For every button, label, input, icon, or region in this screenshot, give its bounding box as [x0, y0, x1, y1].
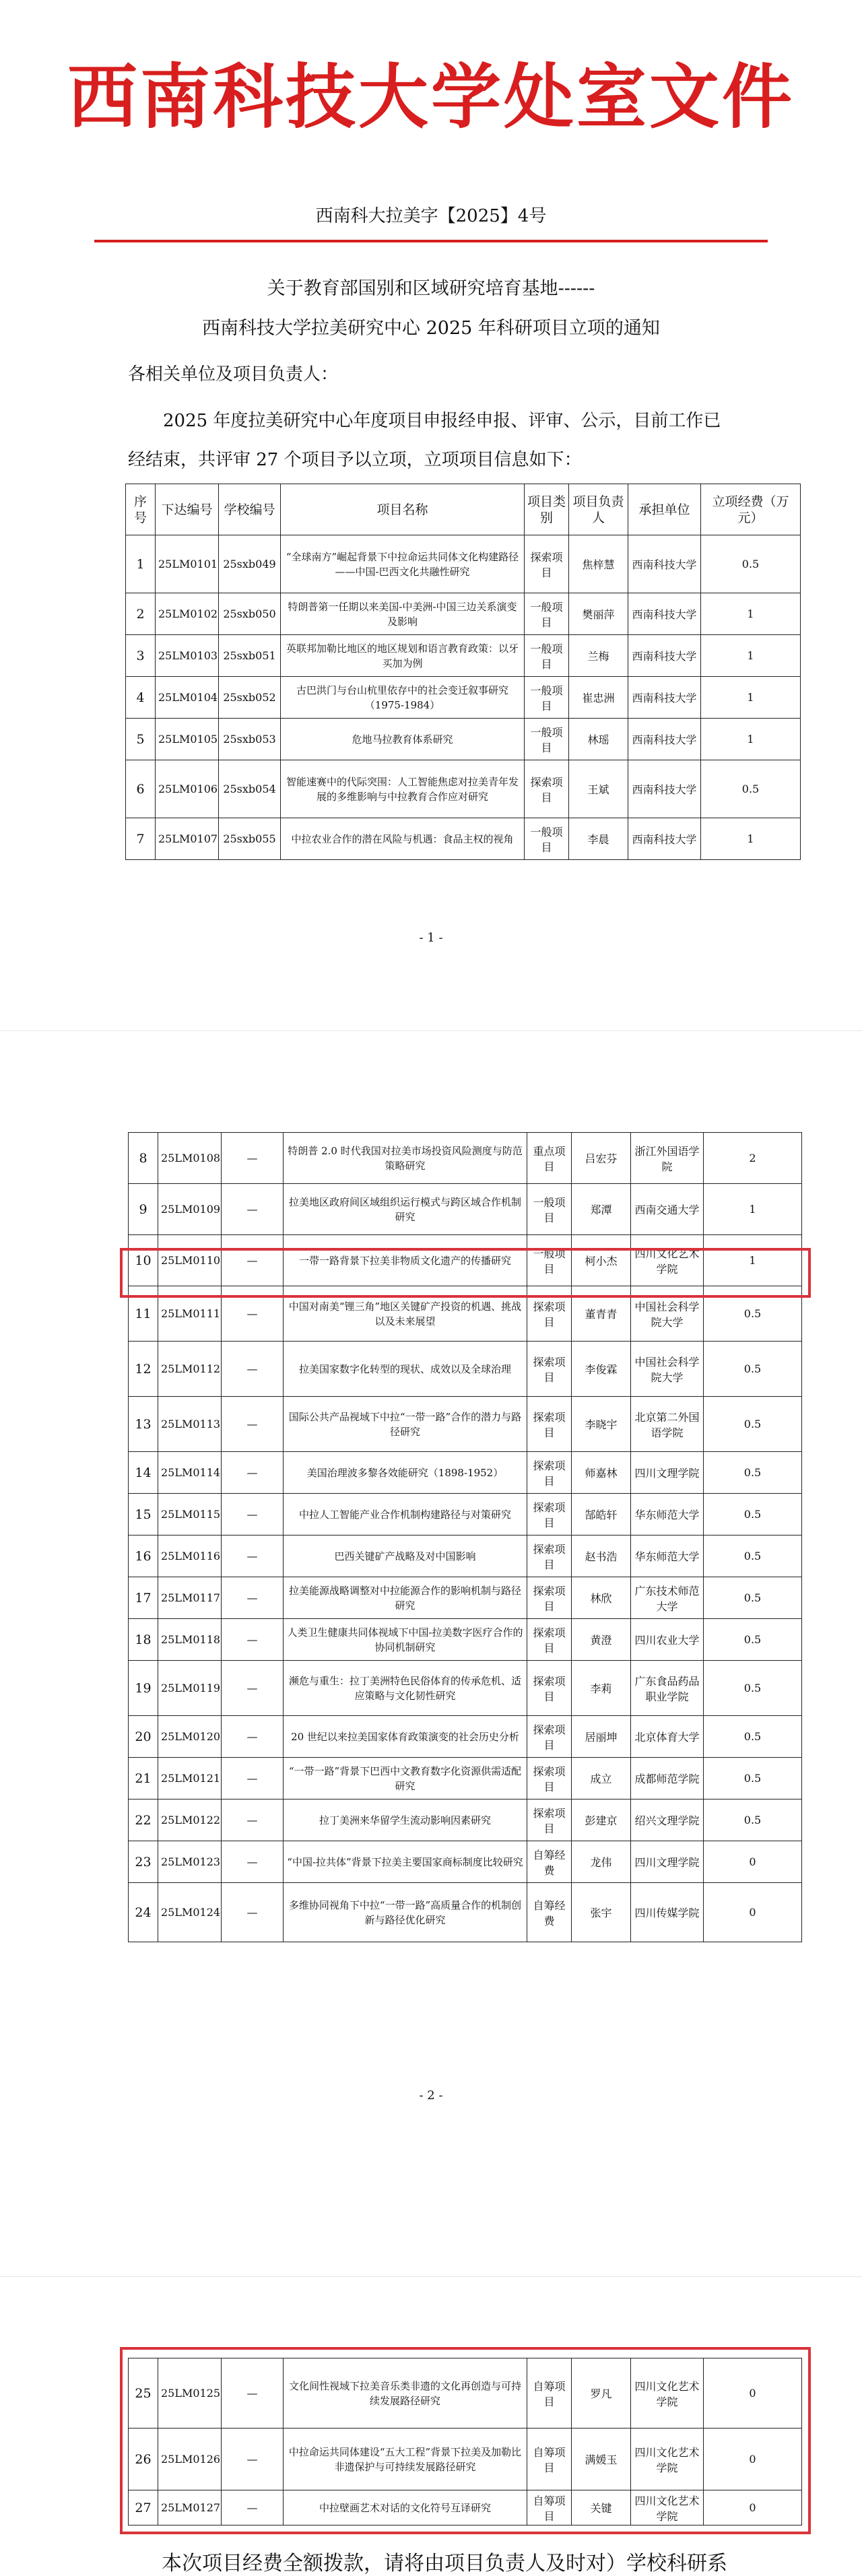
cell-type: 探索项目	[527, 1577, 572, 1619]
cell-type: 探索项目	[527, 1758, 572, 1799]
document-masthead: 西南科技大学处室文件	[67, 56, 795, 138]
cell-no: 2	[126, 593, 156, 635]
cell-type: 一般项目	[525, 677, 569, 719]
cell-no: 19	[129, 1661, 158, 1716]
cell-school: —	[222, 1397, 284, 1452]
cell-code: 25LM0119	[158, 1661, 222, 1716]
cell-leader: 师嘉林	[572, 1452, 631, 1494]
continuation-text: 本次项目经费全额拨款，请将由项目负责人及时对）学校科研系	[162, 2552, 727, 2575]
table-row	[129, 1342, 802, 1397]
cell-school: 25sxb050	[219, 593, 281, 635]
table-row	[129, 1661, 802, 1716]
cell-fund: 1	[701, 719, 801, 760]
cell-fund: 0.5	[704, 1535, 802, 1577]
cell-fund: 1	[701, 593, 801, 635]
cell-name: 人类卫生健康共同体视域下中国-拉美数字医疗合作的协同机制研究	[284, 1619, 527, 1661]
cell-code: 25LM0113	[158, 1397, 222, 1452]
cell-no: 3	[126, 635, 156, 677]
cell-leader: 居丽坤	[572, 1716, 631, 1758]
table-row	[129, 1577, 802, 1619]
cell-fund: 1	[704, 1184, 802, 1235]
cell-unit: 四川文化艺术学院	[631, 2429, 704, 2490]
cell-name: 拉美地区政府间区域组织运行模式与跨区域合作机制研究	[284, 1184, 527, 1235]
cell-code: 25LM0108	[158, 1133, 222, 1184]
cell-code: 25LM0123	[158, 1841, 222, 1883]
cell-school: 25sxb055	[219, 818, 281, 860]
cell-type: 探索项目	[527, 1452, 572, 1494]
cell-school: 25sxb049	[219, 535, 281, 593]
cell-name: 中拉农业合作的潜在风险与机遇：食品主权的视角	[281, 818, 525, 860]
cell-leader: 焦梓慧	[569, 535, 628, 593]
cell-code: 25LM0105	[156, 719, 219, 760]
table-body	[126, 535, 801, 860]
cell-name: “中国-拉共体”背景下拉美主要国家商标制度比较研究	[284, 1841, 527, 1883]
table-header-row	[126, 484, 801, 535]
cell-leader: 吕宏芬	[572, 1133, 631, 1184]
cell-leader: 彭建京	[572, 1799, 631, 1841]
cell-unit: 四川文化艺术学院	[631, 2490, 704, 2525]
header-cell: 学校编号	[219, 484, 281, 535]
cell-code: 25LM0109	[158, 1184, 222, 1235]
cell-code: 25LM0126	[158, 2429, 222, 2490]
cell-fund: 0.5	[704, 1716, 802, 1758]
cell-type: 一般项目	[525, 719, 569, 760]
cell-no: 17	[129, 1577, 158, 1619]
table-row	[126, 677, 801, 719]
cell-unit: 中国社会科学院大学	[631, 1286, 704, 1342]
cell-code: 25LM0122	[158, 1799, 222, 1841]
table-row	[129, 2358, 802, 2429]
cell-unit: 广东技术师范大学	[631, 1577, 704, 1619]
cell-school: 25sxb051	[219, 635, 281, 677]
cell-school: 25sxb054	[219, 760, 281, 818]
cell-code: 25LM0114	[158, 1452, 222, 1494]
cell-leader: 成立	[572, 1758, 631, 1799]
cell-school: 25sxb053	[219, 719, 281, 760]
cell-name: 文化间性视域下拉美音乐类非遗的文化再创造与可持续发展路径研究	[284, 2358, 527, 2429]
cell-school: —	[222, 1883, 284, 1942]
cell-unit: 华东师范大学	[631, 1535, 704, 1577]
header-cell: 项目类别	[525, 484, 569, 535]
cell-no: 13	[129, 1397, 158, 1452]
table-row	[129, 1184, 802, 1235]
cell-code: 25LM0111	[158, 1286, 222, 1342]
cell-type: 自筹经费	[527, 1841, 572, 1883]
cell-no: 23	[129, 1841, 158, 1883]
table-row	[126, 818, 801, 860]
cell-code: 25LM0104	[156, 677, 219, 719]
cell-type: 自筹项目	[527, 2490, 572, 2525]
cell-fund: 0.5	[704, 1758, 802, 1799]
cell-name: 中拉人工智能产业合作机制构建路径与对策研究	[284, 1494, 527, 1535]
cell-leader: 郑潭	[572, 1184, 631, 1235]
table-row	[129, 2490, 802, 2525]
cell-school: —	[222, 1841, 284, 1883]
cell-name: 英联邦加勒比地区的地区规划和语言教育政策：以牙买加为例	[281, 635, 525, 677]
cell-school: —	[222, 1494, 284, 1535]
cell-leader: 李莉	[572, 1661, 631, 1716]
cell-code: 25LM0121	[158, 1758, 222, 1799]
cell-fund: 0	[704, 2429, 802, 2490]
table-row	[126, 635, 801, 677]
cell-unit: 四川传媒学院	[631, 1883, 704, 1942]
cell-name: 多维协同视角下中拉“一带一路”高质量合作的机制创新与路径优化研究	[284, 1883, 527, 1942]
cell-leader: 黄澄	[572, 1619, 631, 1661]
cell-name: 一带一路背景下拉美非物质文化遗产的传播研究	[284, 1235, 527, 1286]
cell-fund: 0.5	[701, 760, 801, 818]
cell-unit: 西南科技大学	[628, 593, 701, 635]
cell-unit: 四川文理学院	[631, 1452, 704, 1494]
cell-unit: 四川农业大学	[631, 1619, 704, 1661]
table-row	[129, 2429, 802, 2490]
cell-type: 探索项目	[525, 760, 569, 818]
cell-school: —	[222, 1577, 284, 1619]
table-row	[129, 1716, 802, 1758]
cell-name: 国际公共产品视域下中拉“一带一路”合作的潜力与路径研究	[284, 1397, 527, 1452]
highlight-box-row-10	[120, 1248, 811, 1298]
cell-unit: 西南科技大学	[628, 760, 701, 818]
addressee: 各相关单位及项目负责人：	[128, 364, 339, 385]
cell-school: 25sxb052	[219, 677, 281, 719]
cell-no: 26	[129, 2429, 158, 2490]
table-row	[129, 1452, 802, 1494]
cell-code: 25LM0125	[158, 2358, 222, 2429]
cell-no: 20	[129, 1716, 158, 1758]
cell-fund: 0.5	[704, 1397, 802, 1452]
cell-type: 探索项目	[527, 1799, 572, 1841]
cell-school: —	[222, 1619, 284, 1661]
cell-name: 20 世纪以来拉美国家体育政策演变的社会历史分析	[284, 1716, 527, 1758]
page-number: - 2 -	[419, 2088, 443, 2103]
table-row	[129, 1133, 802, 1184]
cell-fund: 0	[704, 2358, 802, 2429]
cell-name: 智能速赛中的代际突围：人工智能焦虑对拉美青年发展的多维影响与中拉教育合作应对研究	[281, 760, 525, 818]
cell-no: 4	[126, 677, 156, 719]
cell-name: 濒危与重生：拉丁美洲特色民俗体育的传承危机、适应策略与文化韧性研究	[284, 1661, 527, 1716]
cell-fund: 0.5	[704, 1619, 802, 1661]
cell-unit: 西南科技大学	[628, 677, 701, 719]
cell-fund: 1	[701, 635, 801, 677]
cell-fund: 2	[704, 1133, 802, 1184]
cell-fund: 0.5	[704, 1799, 802, 1841]
document-number: 西南科大拉美字【2025】4号	[315, 206, 547, 226]
cell-code: 25LM0116	[158, 1535, 222, 1577]
cell-leader: 兰梅	[569, 635, 628, 677]
table-row	[129, 1883, 802, 1942]
cell-type: 一般项目	[525, 593, 569, 635]
cell-code: 25LM0102	[156, 593, 219, 635]
cell-fund: 0	[704, 2490, 802, 2525]
cell-type: 一般项目	[525, 818, 569, 860]
cell-unit: 四川文化艺术学院	[631, 1235, 704, 1286]
header-cell: 立项经费（万元）	[701, 484, 801, 535]
table-row	[129, 1841, 802, 1883]
cell-type: 一般项目	[525, 635, 569, 677]
cell-name: 拉美国家数字化转型的现状、成效以及全球治理	[284, 1342, 527, 1397]
cell-leader: 董青青	[572, 1286, 631, 1342]
cell-fund: 0.5	[704, 1494, 802, 1535]
cell-leader: 樊丽萍	[569, 593, 628, 635]
cell-no: 7	[126, 818, 156, 860]
cell-type: 探索项目	[527, 1619, 572, 1661]
cell-leader: 李俊霖	[572, 1342, 631, 1397]
cell-no: 1	[126, 535, 156, 593]
cell-no: 22	[129, 1799, 158, 1841]
table-row	[129, 1799, 802, 1841]
cell-fund: 0.5	[704, 1661, 802, 1716]
cell-name: 特朗普 2.0 时代我国对拉美市场投资风险测度与防范策略研究	[284, 1133, 527, 1184]
cell-name: 巴西关键矿产战略及对中国影响	[284, 1535, 527, 1577]
cell-code: 25LM0103	[156, 635, 219, 677]
cell-fund: 0.5	[704, 1286, 802, 1342]
cell-school: —	[222, 1133, 284, 1184]
cell-leader: 赵书浩	[572, 1535, 631, 1577]
cell-school: —	[222, 1716, 284, 1758]
table-row	[129, 1619, 802, 1661]
notice-title-line-2: 西南科技大学拉美研究中心 2025 年科研项目立项的通知	[202, 318, 660, 339]
document-page-1	[0, 0, 862, 997]
cell-fund: 0.5	[704, 1577, 802, 1619]
cell-name: 中拉命运共同体建设“五大工程”背景下拉美及加勒比非遗保护与可持续发展路径研究	[284, 2429, 527, 2490]
cell-leader: 张宇	[572, 1883, 631, 1942]
cell-no: 5	[126, 719, 156, 760]
cell-unit: 四川文理学院	[631, 1841, 704, 1883]
cell-no: 12	[129, 1342, 158, 1397]
cell-code: 25LM0106	[156, 760, 219, 818]
cell-fund: 0	[704, 1841, 802, 1883]
intro-paragraph: 2025 年度拉美研究中心年度项目申报经申报、评审、公示，目前工作已经结束，共评审 27 个项目予以立项，立项项目信息如下：	[128, 411, 721, 470]
cell-name: 美国治理波多黎各效能研究（1898-1952）	[284, 1452, 527, 1494]
cell-type: 探索项目	[527, 1286, 572, 1342]
cell-school: —	[222, 1184, 284, 1235]
table-body	[129, 2358, 802, 2525]
cell-no: 21	[129, 1758, 158, 1799]
cell-name: 危地马拉教育体系研究	[281, 719, 525, 760]
cell-type: 探索项目	[525, 535, 569, 593]
table-row	[129, 1535, 802, 1577]
cell-school: —	[222, 1799, 284, 1841]
cell-no: 27	[129, 2490, 158, 2525]
cell-leader: 林欣	[572, 1577, 631, 1619]
cell-school: —	[222, 1535, 284, 1577]
cell-code: 25LM0115	[158, 1494, 222, 1535]
cell-no: 14	[129, 1452, 158, 1494]
cell-code: 25LM0124	[158, 1883, 222, 1942]
cell-school: —	[222, 1342, 284, 1397]
cell-fund: 0.5	[704, 1342, 802, 1397]
header-cell: 项目名称	[281, 484, 525, 535]
cell-type: 一般项目	[527, 1184, 572, 1235]
project-table-page-1	[125, 484, 801, 860]
header-cell: 下达编号	[156, 484, 219, 535]
cell-fund: 1	[701, 677, 801, 719]
cell-unit: 华东师范大学	[631, 1494, 704, 1535]
cell-leader: 王斌	[569, 760, 628, 818]
cell-school: —	[222, 1235, 284, 1286]
cell-no: 24	[129, 1883, 158, 1942]
cell-code: 25LM0118	[158, 1619, 222, 1661]
red-divider-line	[94, 240, 768, 242]
cell-code: 25LM0112	[158, 1342, 222, 1397]
header-cell: 项目负责人	[569, 484, 628, 535]
cell-fund: 0.5	[701, 535, 801, 593]
cell-unit: 西南科技大学	[628, 635, 701, 677]
cell-fund: 0	[704, 1883, 802, 1942]
cell-name: 特朗普第一任期以来美国-中美洲-中国三边关系演变及影响	[281, 593, 525, 635]
cell-unit: 中国社会科学院大学	[631, 1342, 704, 1397]
cell-leader: 柯小杰	[572, 1235, 631, 1286]
cell-name: “一带一路”背景下巴西中文教育数字化资源供需适配研究	[284, 1758, 527, 1799]
cell-code: 25LM0117	[158, 1577, 222, 1619]
cell-unit: 北京第二外国语学院	[631, 1397, 704, 1452]
cell-code: 25LM0120	[158, 1716, 222, 1758]
cell-leader: 李晓宇	[572, 1397, 631, 1452]
cell-type: 一般项目	[527, 1235, 572, 1286]
cell-fund: 0.5	[704, 1452, 802, 1494]
cell-code: 25LM0107	[156, 818, 219, 860]
cell-leader: 龙伟	[572, 1841, 631, 1883]
cell-school: —	[222, 2358, 284, 2429]
cell-no: 8	[129, 1133, 158, 1184]
cell-type: 自筹经费	[527, 1883, 572, 1942]
table-row	[129, 1397, 802, 1452]
cell-type: 探索项目	[527, 1535, 572, 1577]
cell-leader: 关键	[572, 2490, 631, 2525]
cell-unit: 广东食品药品职业学院	[631, 1661, 704, 1716]
cell-code: 25LM0110	[158, 1235, 222, 1286]
cell-school: —	[222, 1452, 284, 1494]
cell-unit: 北京体育大学	[631, 1716, 704, 1758]
cell-fund: 1	[701, 818, 801, 860]
cell-leader: 郜皓轩	[572, 1494, 631, 1535]
notice-title-line-1: 关于教育部国别和区域研究培育基地------	[267, 278, 595, 299]
cell-no: 16	[129, 1535, 158, 1577]
cell-unit: 西南科技大学	[628, 535, 701, 593]
cell-school: —	[222, 1758, 284, 1799]
cell-no: 18	[129, 1619, 158, 1661]
cell-unit: 浙江外国语学院	[631, 1133, 704, 1184]
cell-no: 9	[129, 1184, 158, 1235]
cell-school: —	[222, 1286, 284, 1342]
cell-leader: 林瑶	[569, 719, 628, 760]
cell-name: 中拉壁画艺术对话的文化符号互译研究	[284, 2490, 527, 2525]
cell-leader: 满媛玉	[572, 2429, 631, 2490]
cell-no: 25	[129, 2358, 158, 2429]
table-row	[129, 1758, 802, 1799]
cell-type: 探索项目	[527, 1494, 572, 1535]
cell-type: 自筹项目	[527, 2358, 572, 2429]
header-cell: 序号	[126, 484, 156, 535]
document-page-2	[0, 1030, 862, 2136]
cell-code: 25LM0101	[156, 535, 219, 593]
cell-school: —	[222, 1661, 284, 1716]
cell-type: 重点项目	[527, 1133, 572, 1184]
table-row	[126, 719, 801, 760]
cell-no: 15	[129, 1494, 158, 1535]
cell-name: 古巴洪门与台山杭里依存中的社会变迁叙事研究（1975-1984）	[281, 677, 525, 719]
cell-type: 探索项目	[527, 1716, 572, 1758]
cell-no: 11	[129, 1286, 158, 1342]
cell-no: 6	[126, 760, 156, 818]
table-row	[126, 593, 801, 635]
page-number: - 1 -	[419, 931, 443, 945]
cell-code: 25LM0127	[158, 2490, 222, 2525]
cell-unit: 西南科技大学	[628, 719, 701, 760]
cell-type: 探索项目	[527, 1397, 572, 1452]
table-row	[126, 535, 801, 593]
cell-school: —	[222, 2429, 284, 2490]
header-cell: 承担单位	[628, 484, 701, 535]
table-row	[129, 1494, 802, 1535]
table-row	[126, 760, 801, 818]
cell-fund: 1	[704, 1235, 802, 1286]
document-page-3	[0, 2276, 862, 2573]
cell-unit: 西南科技大学	[628, 818, 701, 860]
project-table-page-3	[128, 2358, 802, 2525]
cell-leader: 罗凡	[572, 2358, 631, 2429]
cell-type: 探索项目	[527, 1661, 572, 1716]
cell-type: 自筹项目	[527, 2429, 572, 2490]
cell-name: 中国对南美“锂三角”地区关键矿产投资的机遇、挑战以及未来展望	[284, 1286, 527, 1342]
cell-unit: 西南交通大学	[631, 1184, 704, 1235]
cell-leader: 李晨	[569, 818, 628, 860]
cell-leader: 崔忠洲	[569, 677, 628, 719]
cell-unit: 四川文化艺术学院	[631, 2358, 704, 2429]
cell-name: “全球南方”崛起背景下中拉命运共同体文化构建路径——中国-巴西文化共融性研究	[281, 535, 525, 593]
cell-unit: 成都师范学院	[631, 1758, 704, 1799]
cell-type: 探索项目	[527, 1342, 572, 1397]
cell-no: 10	[129, 1235, 158, 1286]
cell-school: —	[222, 2490, 284, 2525]
cell-name: 拉丁美洲来华留学生流动影响因素研究	[284, 1799, 527, 1841]
cell-name: 拉美能源战略调整对中拉能源合作的影响机制与路径研究	[284, 1577, 527, 1619]
cell-unit: 绍兴文理学院	[631, 1799, 704, 1841]
